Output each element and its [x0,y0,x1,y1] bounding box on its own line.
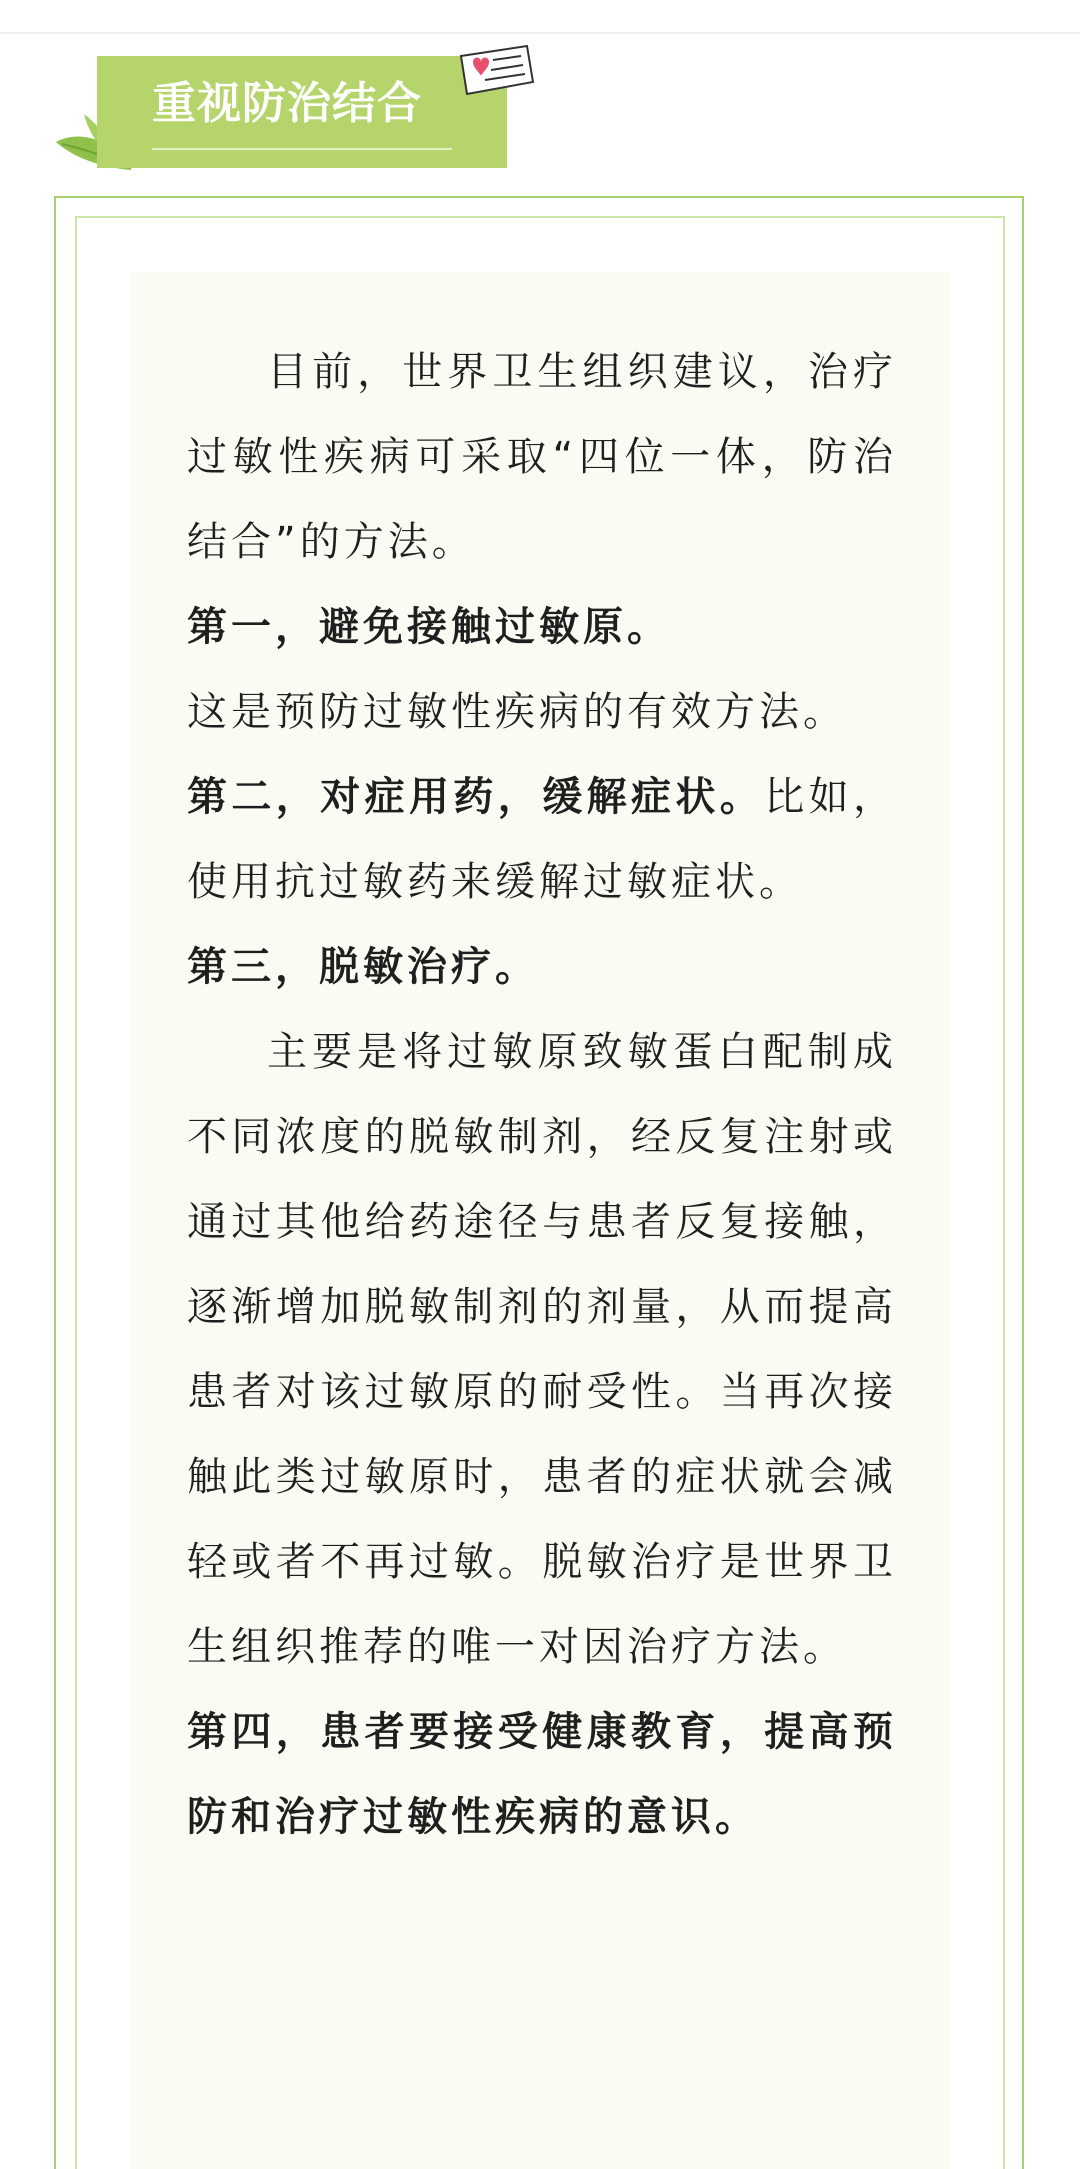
point1-heading: 第一，避免接触过敏原。 [187,604,671,650]
point1-text: 这是预防过敏性疾病的有效方法。 [187,689,847,735]
point2-heading: 第二，对症用药，缓解症状。 [187,774,765,820]
point3-heading: 第三，脱敏治疗。 [187,944,539,990]
heart-note-icon [455,44,535,96]
top-divider [0,32,1080,34]
point2-text: 比如，使用抗过敏药来缓解过敏症状。 [187,774,898,905]
point2-paragraph [187,755,897,925]
section-banner [97,56,507,168]
section-title: 重视防治结合 [152,78,422,129]
title-underline [152,148,452,150]
intro-paragraph: 目前，世界卫生组织建议，治疗过敏性疾病可采取“四位一体，防治结合”的方法。 [187,349,897,565]
article-body [187,330,897,1860]
point3-text: 主要是将过敏原致敏蛋白配制成不同浓度的脱敏制剂，经反复注射或通过其他给药途径与患者反复接触，逐渐增加脱敏制剂的剂量，从而提高患者对该过敏原的耐受性。当再次接触此类过敏原时，患者的症状就会减轻或者不再过敏。脱敏治疗是世界卫生组织推荐的唯一对因治疗方法。 [187,1029,897,1670]
point4-heading: 第四，患者要接受健康教育，提高预防和治疗过敏性疾病的意识。 [187,1709,897,1840]
